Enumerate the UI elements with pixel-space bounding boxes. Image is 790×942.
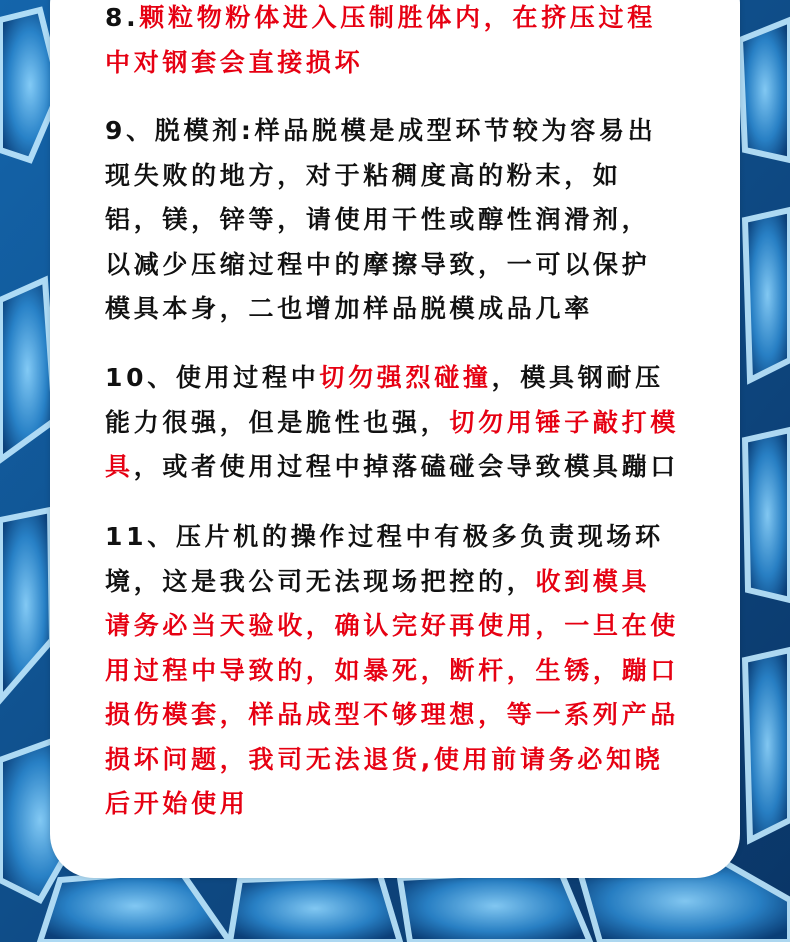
item11-text: 境，这是我公司无法现场把控的， [105, 566, 536, 596]
item9-line: 9、脱模剂:样品脱模是成型环节较为容易出 [105, 116, 657, 145]
item10-text: ，或者使用过程中掉落磕碰会导致模具蹦口 [133, 452, 680, 481]
item9-line: 现失败的地方，对于粘稠度高的粉末，如 [105, 160, 622, 190]
item8-number: 8. [105, 3, 140, 32]
item8-line-1 [105, 0, 656, 41]
item8-warning-line-2: 中对钢套会直接损坏 [105, 47, 364, 77]
notice-item-10 [105, 356, 679, 490]
item10-line-1 [105, 356, 679, 401]
item10-text: 能力很强，但是脆性也强， [105, 407, 450, 437]
item9-line: 铝，镁，锌等，请使用干性或醇性润滑剂， [105, 205, 651, 234]
item10-text: ，模具钢耐压 [491, 363, 664, 392]
notice-item-9 [105, 109, 656, 332]
item10-line-3 [105, 445, 679, 490]
item11-warning-line: 后开始使用 [105, 789, 249, 818]
item11-warning-line: 损坏问题，我司无法退货,使用前请务必知晓 [105, 744, 664, 774]
item11-warning-line: 用过程中导致的，如暴死，断杆，生锈，蹦口 [105, 655, 680, 685]
item11-line-2 [105, 560, 679, 605]
item10-text: 10、使用过程中 [105, 363, 320, 392]
notice-item-8 [105, 0, 656, 85]
item9-line: 以减少压缩过程中的摩擦导致，一可以保护 [105, 249, 651, 279]
item11-warning-line: 损伤模套，样品成型不够理想，等一系列产品 [105, 700, 680, 729]
item10-warning: 切勿强烈碰撞 [319, 363, 492, 392]
item8-warning-line-1: 颗粒物粉体进入压制胜体内，在挤压过程 [139, 3, 656, 32]
item10-warning: 具 [105, 452, 134, 481]
item11-line-1: 11、压片机的操作过程中有极多负责现场环 [105, 522, 664, 551]
notice-item-11 [105, 515, 679, 827]
item11-warning-line: 请务必当天验收，确认完好再使用，一旦在使 [105, 611, 680, 640]
item9-line: 模具本身，二也增加样品脱模成品几率 [105, 294, 593, 323]
item11-warning: 收到模具 [535, 566, 651, 596]
item10-line-2 [105, 401, 679, 446]
item10-warning: 切勿用锤子敲打模 [449, 407, 680, 437]
